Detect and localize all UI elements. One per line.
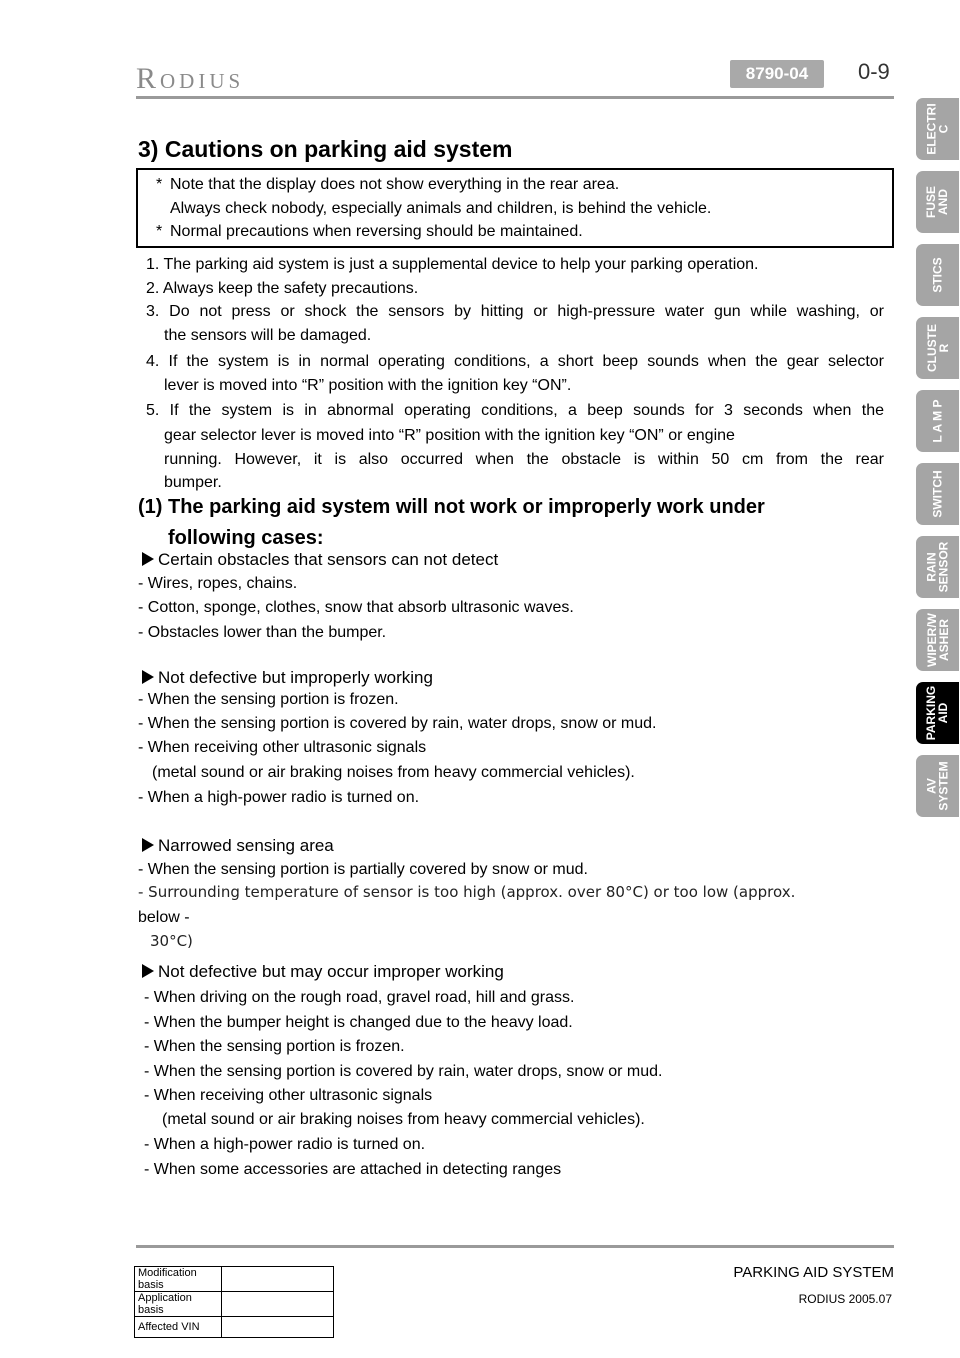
triangle-bullet-icon bbox=[142, 838, 154, 852]
table-cell-value bbox=[222, 1267, 334, 1292]
section-title: 3) Cautions on parking aid system bbox=[138, 136, 513, 162]
page-number: 0-9 bbox=[858, 59, 890, 84]
list-item-4-cont: lever is moved into “R” position with the ignition key “ON”. bbox=[164, 377, 572, 394]
footer-divider bbox=[136, 1245, 894, 1248]
list-item: - When driving on the rough road, gravel road, hill and grass. bbox=[144, 989, 575, 1006]
list-item-4: 4. If the system is in normal operating conditions, a short beep sounds when the gear selector bbox=[146, 353, 884, 370]
footer-section-title: PARKING AID SYSTEM bbox=[733, 1264, 894, 1281]
list-item: - When the sensing portion is frozen. bbox=[144, 1038, 405, 1055]
triangle-bullet-icon bbox=[142, 670, 154, 684]
triangle-bullet-icon bbox=[142, 552, 154, 566]
tab-lamp[interactable]: L A M P bbox=[916, 390, 959, 452]
table-cell-label: Affected VIN bbox=[135, 1317, 222, 1338]
list-item: - When a high-power radio is turned on. bbox=[138, 789, 420, 806]
list-item: - When a high-power radio is turned on. bbox=[144, 1136, 426, 1153]
list-item-5: 5. If the system is in abnormal operating conditions, a beep sounds for 3 seconds when the bbox=[146, 402, 884, 419]
tab-fuse[interactable]: FUSE AND bbox=[916, 171, 959, 233]
note-bullet: * bbox=[156, 176, 163, 193]
list-item: - When some accessories are attached in detecting ranges bbox=[144, 1161, 562, 1178]
tab-diagnostics[interactable]: STICS bbox=[916, 244, 959, 306]
tab-switch[interactable]: SWITCH bbox=[916, 463, 959, 525]
list-item: (metal sound or air braking noises from heavy commercial vehicles). bbox=[152, 764, 635, 781]
category-heading: Certain obstacles that sensors can not detect bbox=[142, 550, 498, 570]
tab-parking-aid[interactable]: PARKING AID bbox=[916, 682, 959, 744]
list-item: - When receiving other ultrasonic signals bbox=[144, 1087, 433, 1104]
list-item: - When the sensing portion is frozen. bbox=[138, 691, 399, 708]
note-line: Normal precautions when reversing should be maintained. bbox=[170, 223, 583, 240]
list-item-5-cont: bumper. bbox=[164, 474, 222, 491]
subsection-title: (1) The parking aid system will not work or improperly work under following cases: bbox=[138, 496, 765, 549]
list-item: - When receiving other ultrasonic signals bbox=[138, 739, 427, 756]
list-item: - Surrounding temperature of sensor is too high (approx. over 80°C) or too low (approx. bbox=[138, 883, 796, 901]
category-heading: Not defective but improperly working bbox=[142, 668, 433, 688]
list-item: (metal sound or air braking noises from heavy commercial vehicles). bbox=[162, 1111, 645, 1128]
tab-electric[interactable]: ELECTRI C bbox=[916, 98, 959, 160]
header-divider bbox=[136, 96, 894, 99]
note-bullet: * bbox=[156, 223, 163, 240]
category-heading: Not defective but may occur improper working bbox=[142, 962, 504, 982]
list-item: - When the sensing portion is covered by rain, water drops, snow or mud. bbox=[138, 715, 657, 732]
table-cell-value bbox=[222, 1292, 334, 1317]
document-code-badge: 8790-04 bbox=[730, 60, 824, 88]
list-item-5-cont: gear selector lever is moved into “R” position with the ignition key “ON” or engine bbox=[164, 427, 735, 444]
footer-edition: RODIUS 2005.07 bbox=[798, 1292, 892, 1306]
list-item: below - bbox=[138, 909, 190, 926]
table-row bbox=[135, 1292, 334, 1317]
list-item: - Obstacles lower than the bumper. bbox=[138, 624, 387, 641]
note-line: Always check nobody, especially animals and children, is behind the vehicle. bbox=[170, 200, 712, 217]
list-item-5-cont: running. However, it is also occurred when the obstacle is within 50 cm from the rear bbox=[164, 451, 884, 468]
modification-table bbox=[134, 1266, 334, 1338]
table-cell-value bbox=[222, 1317, 334, 1338]
tab-cluster[interactable]: CLUSTE R bbox=[916, 317, 959, 379]
list-item: - When the sensing portion is partially covered by snow or mud. bbox=[138, 861, 588, 878]
list-item: - Cotton, sponge, clothes, snow that absorb ultrasonic waves. bbox=[138, 599, 574, 616]
list-item-3: 3. Do not press or shock the sensors by hitting or high-pressure water gun while washing, or bbox=[146, 303, 884, 320]
list-item-1: 1. The parking aid system is just a supplemental device to help your parking operation. bbox=[146, 256, 759, 273]
triangle-bullet-icon bbox=[142, 964, 154, 978]
table-row bbox=[135, 1267, 334, 1292]
list-item-2: 2. Always keep the safety precautions. bbox=[146, 280, 419, 297]
tab-av-system[interactable]: AV SYSTEM bbox=[916, 755, 959, 817]
list-item-3-cont: the sensors will be damaged. bbox=[164, 327, 372, 344]
category-heading: Narrowed sensing area bbox=[142, 836, 334, 856]
table-cell-label: Modification basis bbox=[135, 1267, 222, 1292]
table-row bbox=[135, 1317, 334, 1338]
table-cell-label: Application basis bbox=[135, 1292, 222, 1317]
tab-rain-sensor[interactable]: RAIN SENSOR bbox=[916, 536, 959, 598]
list-item: - When the sensing portion is covered by rain, water drops, snow or mud. bbox=[144, 1063, 663, 1080]
list-item: - Wires, ropes, chains. bbox=[138, 575, 298, 592]
tab-wiper-washer[interactable]: WIPER/W ASHER bbox=[916, 609, 959, 671]
list-item: - When the bumper height is changed due to the heavy load. bbox=[144, 1014, 573, 1031]
caution-note-box bbox=[136, 168, 894, 248]
note-line: Note that the display does not show everything in the rear area. bbox=[170, 176, 620, 193]
list-item: 30°C) bbox=[150, 932, 193, 950]
brand-logo: Rodius bbox=[136, 62, 245, 95]
